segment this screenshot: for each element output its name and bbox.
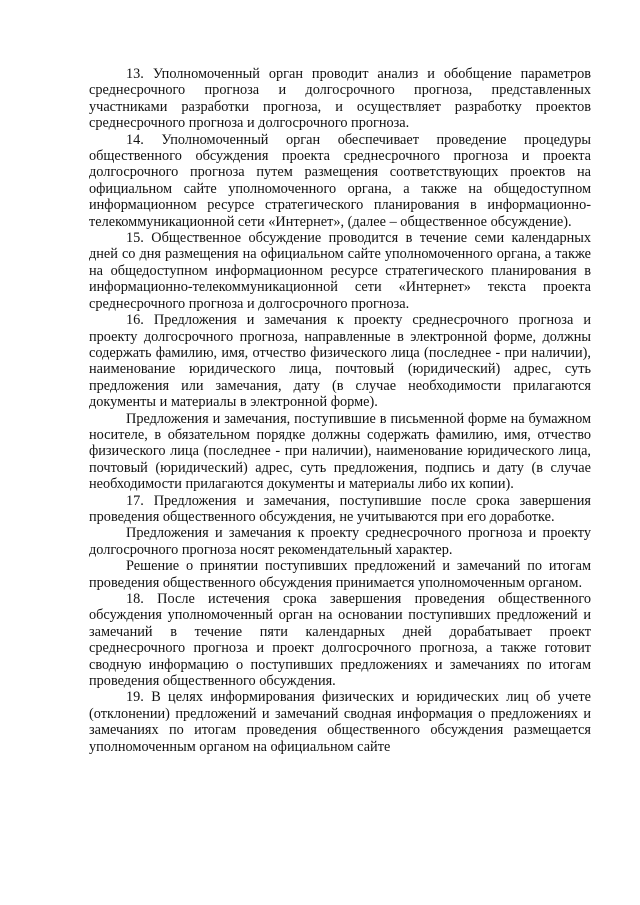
paragraph-17: 17. Предложения и замечания, поступившие после срока завершения проведения общественного обсуждения, не учитываются при его доработке. bbox=[89, 492, 591, 525]
paragraph-15: 15. Общественное обсуждение проводится в течение семи календарных дней со дня размещения на официальном сайте уполномоченного органа, а также на общедоступном информационном ресурсе стратегического планирования в информационно-телекоммуникационной сети «Интернет» текста проекта среднесрочного прогноза и долгосрочного прогноза. bbox=[89, 230, 591, 312]
paragraph-13: 13. Уполномоченный орган проводит анализ и обобщение параметров среднесрочного прогноза и долгосрочного прогноза, представленных участниками разработки прогноза, и осуществляет разработку проектов среднесрочного прогноза и долгосрочного прогноза. bbox=[89, 66, 591, 132]
paragraph-18: 18. После истечения срока завершения проведения общественного обсуждения уполномоченный орган на основании поступивших предложений и замечаний в течение пяти календарных дней дорабатывает проект среднесрочного прогноза и проект долгосрочного прогноза, а также готовит сводную информацию о поступивших предложениях и замечаниях по итогам проведения общественного обсуждения. bbox=[89, 591, 591, 690]
paragraph-17-decision: Решение о принятии поступивших предложений и замечаний по итогам проведения общественного обсуждения принимается уполномоченным органом. bbox=[89, 558, 591, 591]
paragraph-19: 19. В целях информирования физических и юридических лиц об учете (отклонении) предложений и замечаний сводная информация о предложениях и замечаниях по итогам проведения общественного обсуждения размещается уполномоченным органом на официальном сайте bbox=[89, 689, 591, 755]
paragraph-14: 14. Уполномоченный орган обеспечивает проведение процедуры общественного обсуждения проекта среднесрочного прогноза и проекта долгосрочного прогноза путем размещения соответствующих проектов на официальном сайте уполномоченного органа, а также на общедоступном информационном ресурсе стратегического планирования в информационно-телекоммуникационной сети «Интернет», (далее – общественное обсуждение). bbox=[89, 131, 591, 230]
paragraph-16-continued: Предложения и замечания, поступившие в письменной форме на бумажном носителе, в обязательном порядке должны содержать фамилию, имя, отчество физического лица (последнее - при наличии), наименование юридического лица, почтовый (юридический) адрес, суть предложения, подпись и дату (в случае необходимости прилагаются документы и материалы либо их копии). bbox=[89, 410, 591, 493]
paragraph-16: 16. Предложения и замечания к проекту среднесрочного прогноза и проекту долгосрочного прогноза, направленные в электронной форме, должны содержать фамилию, имя, отчество физического лица (последнее - при наличии), наименование юридического лица, почтовый (юридический) адрес, суть предложения или замечания, дату (в случае необходимости прилагаются документы и материалы в электронной форме). bbox=[89, 312, 591, 411]
document-page bbox=[89, 66, 591, 755]
paragraph-17-recommendation: Предложения и замечания к проекту среднесрочного прогноза и проекту долгосрочного прогноза носят рекомендательный характер. bbox=[89, 525, 591, 558]
